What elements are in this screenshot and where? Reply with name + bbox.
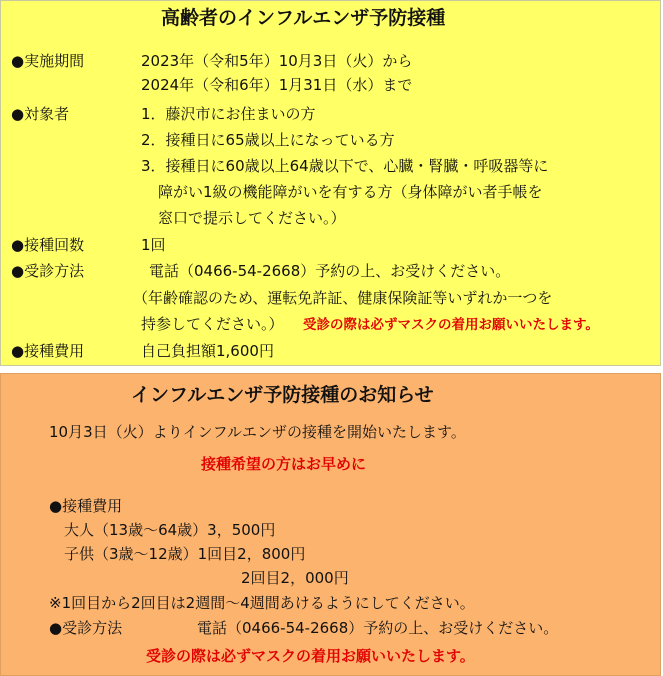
target-item-3-line-2: 障がい1級の機能障がいを有する方（身体障がい者手帳を (158, 183, 543, 201)
period-end: 2024年（令和6年）1月31日（水）まで (141, 76, 413, 94)
period-label: ●実施期間 (11, 52, 85, 70)
fee-adult: 大人（13歳～64歳）3，500円 (64, 521, 276, 539)
influenza-notice-panel (0, 373, 661, 676)
notice-title: インフルエンザ予防接種のお知らせ (131, 384, 434, 406)
target-item-3-line-3: 窓口で提示してください。） (158, 209, 346, 227)
bottom-fee-label: ●接種費用 (49, 497, 123, 515)
count-label: ●接種回数 (11, 236, 85, 254)
target-label: ●対象者 (11, 105, 70, 123)
method-label: ●受診方法 (11, 262, 85, 280)
fee-label: ●接種費用 (11, 342, 85, 360)
early-notice: 接種希望の方はお早めに (201, 455, 367, 473)
method-note-line-1: （年齢確認のため、運転免許証、健康保険証等いずれか一つを (133, 289, 553, 307)
method-note-line-2: 持参してください。） (141, 315, 284, 333)
elderly-title: 高齢者のインフルエンザ予防接種 (161, 7, 446, 29)
target-item-1: 1．藤沢市にお住まいの方 (141, 105, 316, 123)
target-item-2: 2．接種日に65歳以上になっている方 (141, 131, 395, 149)
method-value: 電話（0466-54-2668）予約の上、お受けください。 (149, 262, 511, 280)
interval-note: ※1回目から2回目は2週間～4週間あけるようにしてください。 (49, 594, 475, 612)
bottom-method-label: ●受診方法 (49, 619, 123, 637)
fee-child-second: 2回目2，000円 (241, 569, 349, 587)
count-value: 1回 (141, 236, 166, 254)
start-notice: 10月3日（火）よりインフルエンザの接種を開始いたします。 (49, 423, 466, 441)
fee-child: 子供（3歳～12歳）1回目2，800円 (64, 545, 306, 563)
bottom-method-value: 電話（0466-54-2668）予約の上、お受けください。 (197, 619, 559, 637)
top-mask-notice: 受診の際は必ずマスクの着用お願いいたします。 (303, 317, 599, 333)
bottom-mask-notice: 受診の際は必ずマスクの着用お願いいたします。 (146, 647, 475, 665)
target-item-3-line-1: 3．接種日に60歳以上64歳以下で、心臓・腎臓・呼吸器等に (141, 157, 549, 175)
period-start: 2023年（令和5年）10月3日（火）から (141, 52, 413, 70)
fee-value: 自己負担額1,600円 (141, 342, 274, 360)
